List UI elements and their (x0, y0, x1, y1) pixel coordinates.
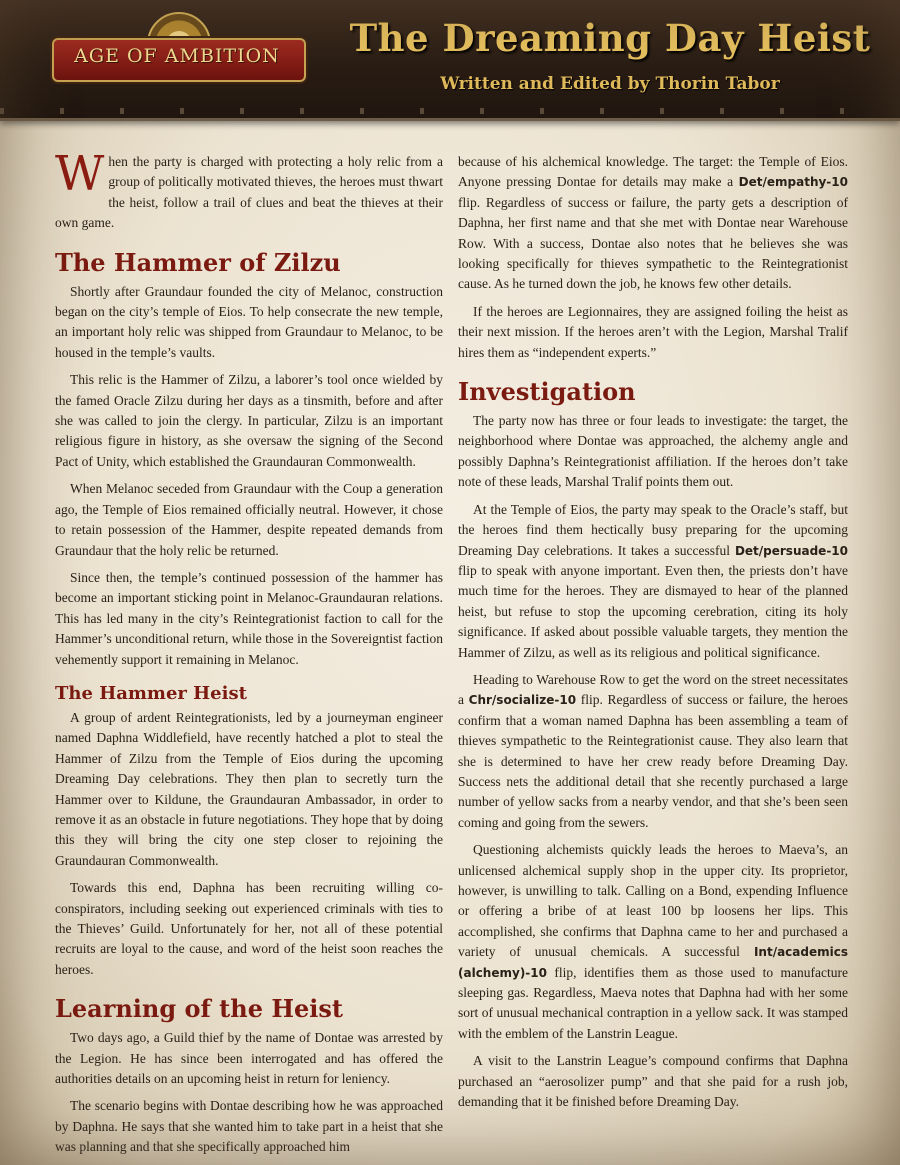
age-of-ambition-logo (52, 12, 302, 104)
paragraph: This relic is the Hammer of Zilzu, a laborer’s tool once wielded by the famed Oracle Zilzu during her days as a tinsmith, before and after she was called to join the clergy. In particular, Zilzu is an important religious figure in history, as she oversaw the signing of the Second Pact of Unity, which established the Graundauran Commonwealth. (55, 372, 443, 469)
paragraph: The party now has three or four leads to investigate: the target, the neighborhood where Dontae was approached, the alchemy angle and possibly Daphna’s Reintegrationist affiliation. If the heroes don’t take note of these leads, Marshal Tralif points them out. (458, 413, 848, 490)
drop-cap: W (55, 146, 105, 202)
text-run: Heading to Warehouse Row to get the word on the street necessitates a (458, 671, 848, 708)
heading-investigation: Investigation (458, 377, 636, 407)
paragraph: Towards this end, Daphna has been recruiting willing co-conspirators, including seeking out experienced criminals with ties to the Thieves’ Guild. Unfortunately for her, not all of these potential recruits are loyal to the cause, and word of the heist soon reaches the heroes. (55, 880, 443, 977)
text-run: flip, identifies them as those used to manufacture sleeping gas. Regardless, Maeva notes that Daphna had with her some sort of unusual mechanical contraption in a yellow sack. It was stamped with the emblem of the Lanstrin League. (458, 964, 848, 1041)
logo-text: AGE OF AMBITION (74, 45, 280, 67)
text-run: flip. Regardless of success or failure, the heroes confirm that a woman named Daphna has been assembling a team of thieves sympathetic to the Reintegrationist cause. They also learn that she is determined to have her crew ready before Dreaming Day. Success nets the additional detail that she recently purchased a large number of yellow sacks from a nearby vendor, and that she’s been seen coming and going from the sewers. (458, 692, 848, 830)
text-run: At the Temple of Eios, the party may speak to the Oracle’s staff, but the heroes find them hectically busy preparing for the upcoming Dreaming Day celebrations. It takes a successful (458, 501, 848, 558)
paragraph-continued (458, 152, 848, 295)
header-banner (0, 0, 900, 121)
paragraph: A group of ardent Reintegrationists, led by a journeyman engineer named Daphna Widdlefield, have recently hatched a plot to steal the Hammer of Zilzu from the Temple of Eios during the upcoming Dreaming Day celebrations. They then plan to secretly turn the Hammer over to Kildune, the Graundauran Ambassador, in order to remove it as an obstacle in future negotiations. They hope that by doing this they will bring the city one step closer to rejoining the Graundauran Commonwealth. (55, 709, 443, 868)
paragraph: Two days ago, a Guild thief by the name of Dontae was arrested by the Legion. He has since been interrogated and has offered the authorities details on an upcoming heist in return for leniency. (55, 1030, 443, 1087)
paragraph: The scenario begins with Dontae describing how he was approached by Daphna. He says that she wanted him to take part in a heist that she was planning and that she specifically approached him (55, 1098, 443, 1155)
intro-paragraph (55, 146, 443, 234)
text-run: flip to speak with anyone important. Even then, the priests don’t have much time for the heroes. They are dismayed to hear of the planned heist, but refuse to stop the upcoming cerebration, citing its holy significance. If asked about possible valuable targets, they mention the Hammer of Zilzu, as well as its religious and political significance. (458, 562, 848, 660)
heading-hammer-heist: The Hammer Heist (55, 682, 247, 704)
paragraph: A visit to the Lanstrin League’s compound confirms that Daphna purchased an “aerosolizer pump” and that she paid for a rush job, demanding that it be finished before Dreaming Day. (458, 1053, 848, 1110)
paragraph (458, 670, 848, 833)
skill-check: Det/persuade-10 (734, 543, 848, 558)
heading-learning-of-the-heist: Learning of the Heist (55, 994, 343, 1024)
skill-check: Chr/socialize-10 (468, 693, 577, 708)
skill-check: Int/academics (alchemy)-10 (458, 945, 848, 980)
paragraph (458, 500, 848, 663)
heading-hammer-of-zilzu: The Hammer of Zilzu (55, 247, 341, 277)
paragraph: Shortly after Graundaur founded the city of Melanoc, construction began on the city’s temple of Eios. To help consecrate the new temple, an important holy relic was shipped from Graundaur to Melanoc, to be housed in the temple’s vaults. (55, 283, 443, 360)
right-column (458, 152, 848, 1119)
text-run: because of his alchemical knowledge. The target: the Temple of Eios. Anyone pressing Dontae for details may make a (458, 154, 848, 190)
skill-check: Det/empathy-10 (738, 175, 848, 190)
text-run: Questioning alchemists quickly leads the heroes to Maeva’s, an unlicensed alchemical supply shop in the upper city. Its proprietor, however, is unwilling to talk. Calling on a Bond, expending Influence or offering a bribe of at least 100 bp loosens her lips. This accomplished, she confirms that Daphna came to her and purchased a variety of unusual chemicals. A successful (458, 842, 848, 960)
intro-text: hen the party is charged with protecting a holy relic from a group of politically motivated thieves, the heroes must thwart the heist, follow a trail of clues and beat the thieves at their own game. (55, 154, 443, 231)
banner-rivets (0, 108, 900, 114)
paragraph (458, 840, 848, 1044)
paragraph: When Melanoc seceded from Graundaur with the Coup a generation ago, the Temple of Eios remained officially neutral. However, it chose to retain possession of the Hammer, despite repeated demands from Graundaur that the holy relic be returned. (55, 481, 443, 558)
page-title: The Dreaming Day Heist (349, 16, 871, 60)
byline: Written and Edited by Thorin Tabor (440, 74, 780, 94)
paragraph: Since then, the temple’s continued possession of the hammer has become an important sticking point in Melanoc-Graundauran relations. This has led many in the city’s Reintegrationist faction to call for the Hammer’s unconditional return, while those in the Sovereigntist faction vehemently support it remaining in Melanoc. (55, 569, 443, 667)
left-column (55, 146, 443, 1165)
text-run: flip. Regardless of success or failure, the party gets a description of Daphna, her first name and that she met with Dontae near Warehouse Row. With a success, Dontae also notes that he believes she was looking specifically for thieves sympathetic to the Reintegrationist cause. As he turned down the job, he knows few other details. (458, 194, 848, 292)
paragraph: If the heroes are Legionnaires, they are assigned foiling the heist as their next mission. If the heroes aren’t with the Legion, Marshal Tralif hires them as “independent experts.” (458, 303, 848, 360)
